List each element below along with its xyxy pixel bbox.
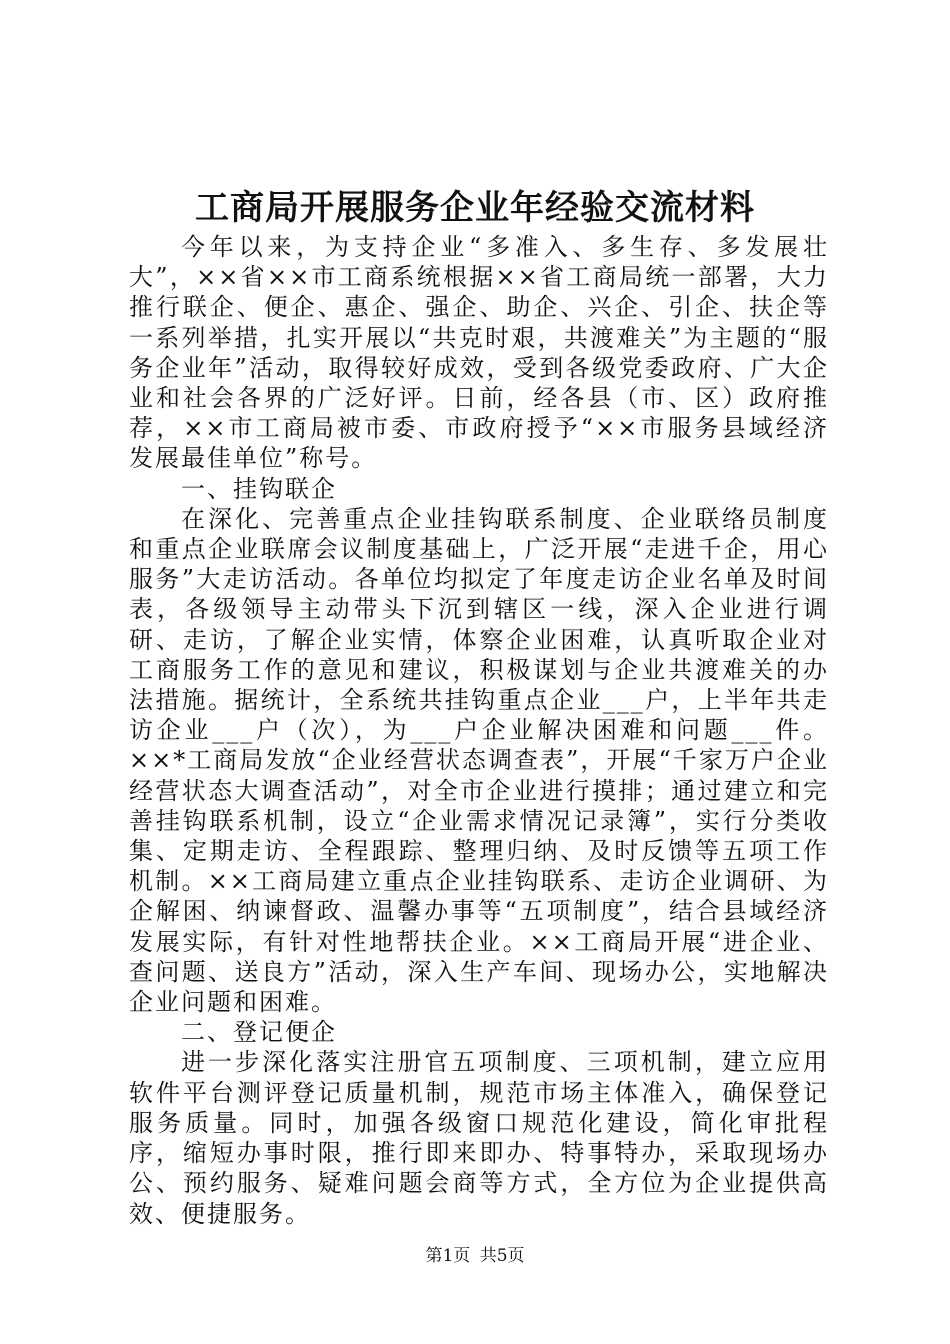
section-heading-1: 一、挂钩联企 bbox=[181, 474, 337, 503]
document-title: 工商局开展服务企业年经验交流材料 bbox=[195, 188, 755, 228]
intro-paragraph: 今年以来，为支持企业“多准入、多生存、多发展壮大”，××省××市工商系统根据××省工商局统一部署，大力推行联企、便企、惠企、强企、助企、兴企、引企、扶企等一系列举措，扎实开展以“共克时艰，共渡难关”为主题的“服务企业年”活动，取得较好成效，受到各级党委政府、广大企业和社会各界的广泛好评。日前，经各县（市、区）政府推荐，××市工商局被市委、市政府授予“××市服务县域经济发展最佳单位”称号。 bbox=[129, 233, 829, 473]
section-2-paragraph: 进一步深化落实注册官五项制度、三项机制，建立应用软件平台测评登记质量机制，规范市场主体准入，确保登记服务质量。同时，加强各级窗口规范化建设，简化审批程序，缩短办事时限，推行即来即办、特事特办，采取现场办公、预约服务、疑难问题会商等方式，全方位为企业提供高效、便捷服务。 bbox=[129, 1048, 829, 1228]
page-number: 第1页 bbox=[425, 1246, 471, 1266]
page-total: 共5页 bbox=[479, 1246, 525, 1266]
document-body bbox=[129, 232, 829, 1229]
section-1-paragraph: 在深化、完善重点企业挂钩联系制度、企业联络员制度和重点企业联席会议制度基础上，广泛开展“走进千企，用心服务”大走访活动。各单位均拟定了年度走访企业名单及时间表，各级领导主动带头下沉到辖区一线，深入企业进行调研、走访，了解企业实情，体察企业困难，认真听取企业对工商服务工作的意见和建议，积极谋划与企业共渡难关的办法措施。据统计，全系统共挂钩重点企业___户，上半年共走访企业___户（次），为___户企业解决困难和问题___件。××*工商局发放“企业经营状态调查表”，开展“千家万户企业经营状态大调查活动”，对全市企业进行摸排；通过建立和完善挂钩联系机制，设立“企业需求情况记录簿”，实行分类收集、定期走访、全程跟踪、整理归纳、及时反馈等五项工作机制。××工商局建立重点企业挂钩联系、走访企业调研、为企解困、纳谏督政、温馨办事等“五项制度”，结合县域经济发展实际，有针对性地帮扶企业。××工商局开展“进企业、查问题、送良方”活动，深入生产车间、现场办公，实地解决企业问题和困难。 bbox=[129, 504, 829, 1017]
section-heading-2: 二、登记便企 bbox=[181, 1018, 337, 1047]
page-footer bbox=[0, 1244, 950, 1268]
